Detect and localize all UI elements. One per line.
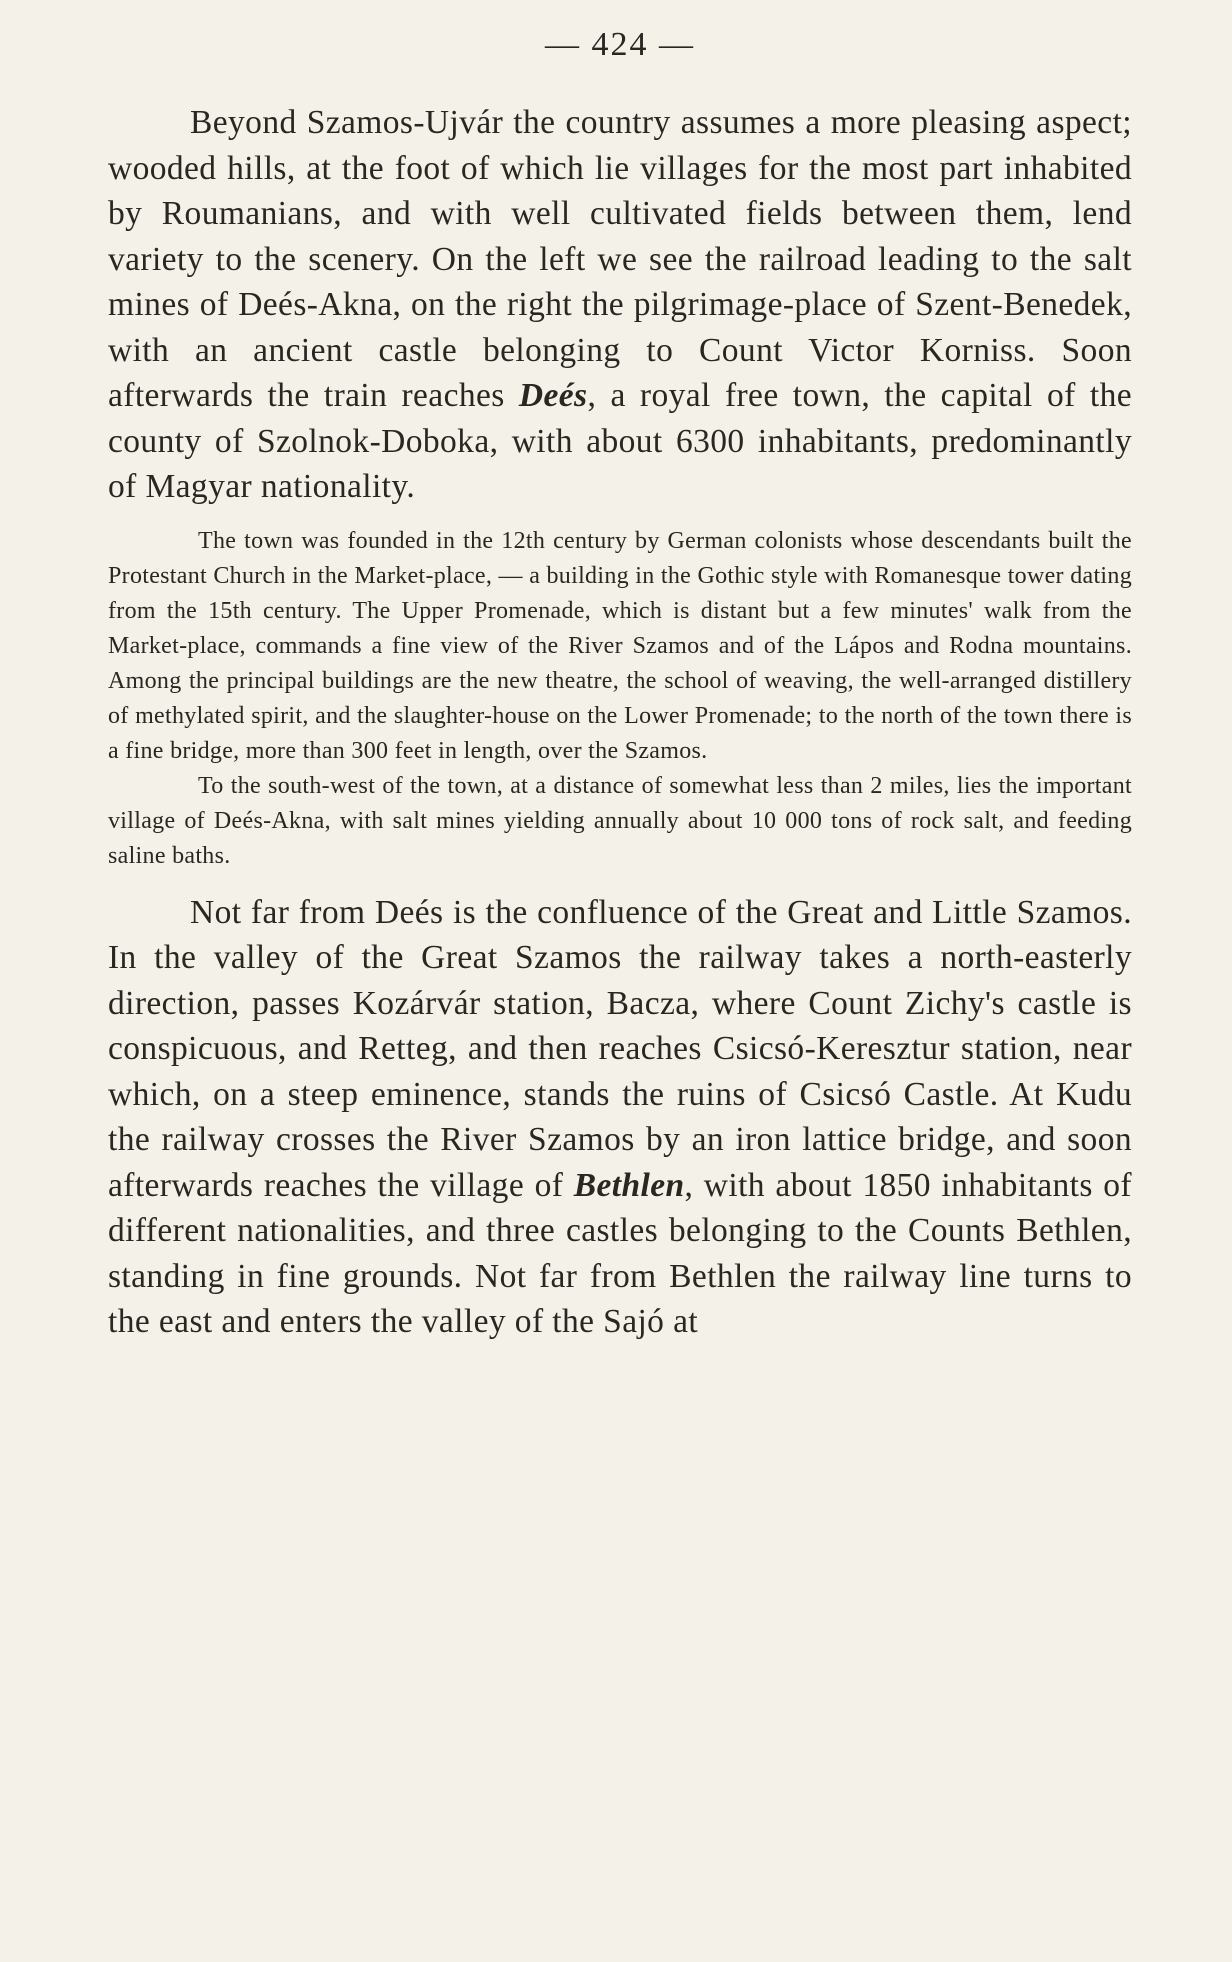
small-paragraph-dees-akna: To the south-west of the town, at a distance of somewhat less than 2 miles, lies the important village of Deés-Akna, with salt mines yielding annually about 10 000 tons of rock salt, and feeding saline baths.: [108, 772, 1132, 869]
page-number: — 424 —: [545, 26, 695, 63]
paragraph-text: , a royal free town, the capital of the county of Szolnok-Doboka, with about 6300 inhabitants, predominantly of Magyar nationality.: [108, 377, 1132, 505]
paragraph-text: , with about 1850 inhabitants of different nationalities, and three castles belonging to the Counts Bethlen, standing in fine grounds. Not far from Bethlen the railway line turns to the east and enters the valley of the Sajó at: [108, 1166, 1132, 1340]
paragraph-szamos-ujvar: [108, 100, 1132, 510]
paragraph-text: Not far from Deés is the confluence of the Great and Little Szamos. In the valley of the Great Szamos the railway takes a north-easterly direction, passes Kozárvár station, Bacza, where Count Zichy's castle is conspicuous, and Retteg, and then reaches Csicsó-Keresztur station, near which, on a steep eminence, stands the ruins of Csicsó Castle. At Kudu the railway crosses the River Szamos by an iron lattice bridge, and soon afterwards reaches the village of: [108, 893, 1132, 1204]
place-name-dees: Deés: [518, 377, 588, 414]
place-name-bethlen: Bethlen: [573, 1166, 685, 1204]
small-paragraph-town: The town was founded in the 12th century by German colonists whose descendants built the Protestant Church in the Market-place, — a building in the Gothic style with Romanesque tower dating from the 15th century. The Upper Promenade, which is distant but a few minutes' walk from the Market-place, commands a fine view of the River Szamos and of the Lápos and Rodna mountains. Among the principal buildings are the new theatre, the school of weaving, the well-arranged distillery of methylated spirit, and the slaughter-house on the Lower Promenade; to the north of the town there is a fine bridge, more than 300 feet in length, over the Szamos.: [108, 527, 1132, 764]
small-print-block: [108, 524, 1132, 874]
paragraph-great-szamos: [108, 890, 1132, 1345]
paragraph-text: Beyond Szamos-Ujvár the country assumes a more pleasing aspect; wooded hills, at the foot of which lie villages for the most part inhabited by Roumanians, and with well cultivated fields between them, lend variety to the scenery. On the left we see the railroad leading to the salt mines of Deés-Akna, on the right the pilgrimage-place of Szent-Benedek, with an ancient castle belonging to Count Victor Korniss. Soon afterwards the train reaches: [108, 104, 1132, 414]
